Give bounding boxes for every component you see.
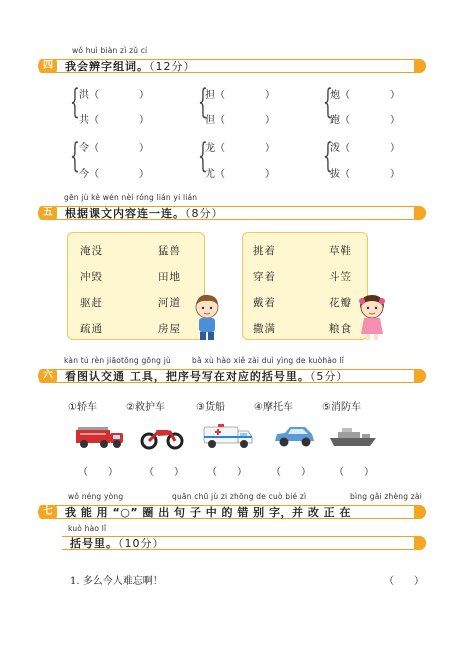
match-word[interactable]: 猛兽	[158, 245, 181, 257]
answer-blank[interactable]: （ ）	[334, 467, 374, 478]
match-word[interactable]: 房屋	[158, 323, 181, 335]
section5-title: 根据课文内容连一连。（8分）	[65, 207, 224, 220]
section7-title-line2: 括号里。（10分）	[70, 537, 165, 550]
section4-number: 四	[39, 59, 57, 73]
fire-truck-icon	[74, 424, 126, 450]
matching-panel-left	[67, 232, 205, 340]
section7-pinyin: wǒ néng yòng	[68, 492, 124, 501]
word-blank[interactable]: 龙（ ）	[205, 143, 275, 154]
brace-icon: {	[323, 82, 333, 122]
match-word[interactable]: 冲毁	[80, 271, 103, 283]
ambulance-icon	[202, 422, 254, 450]
section7-number: 七	[39, 505, 57, 519]
header-tab-icon	[414, 505, 426, 519]
section7-pinyin: bìng gǎi zhèng zài	[350, 492, 422, 501]
vehicle-option: ①轿车	[68, 402, 97, 413]
section7-header-cont	[62, 536, 426, 550]
boy-illustration	[190, 292, 224, 342]
section4-header	[38, 59, 426, 73]
match-word[interactable]: 草鞋	[329, 245, 352, 257]
word-blank[interactable]: 跑（ ）	[330, 115, 400, 126]
match-word[interactable]: 疏通	[80, 323, 103, 335]
brace-icon: {	[70, 136, 80, 176]
header-tab-icon	[414, 536, 426, 550]
match-word[interactable]: 挑着	[253, 245, 276, 257]
answer-blank[interactable]: （ ）	[384, 576, 424, 587]
answer-blank[interactable]: （ ）	[271, 467, 311, 478]
answer-blank[interactable]: （ ）	[144, 467, 184, 478]
header-tab-icon	[414, 369, 426, 383]
match-word[interactable]: 驱赶	[80, 297, 103, 309]
section7-pinyin: kuò hào lǐ	[68, 524, 107, 533]
match-word[interactable]: 戴着	[253, 297, 276, 309]
brace-icon: {	[323, 136, 333, 176]
vehicle-option: ②救护车	[126, 402, 165, 413]
section6-pinyin: bǎ xù hào xiě zài duì yìng de kuòhào lǐ	[192, 356, 345, 365]
vehicle-option: ⑤消防车	[322, 402, 361, 413]
word-blank[interactable]: 今（ ）	[79, 169, 149, 180]
section5-number: 五	[39, 206, 57, 220]
section7-header	[38, 505, 426, 519]
section7-points: （10分）	[118, 537, 165, 550]
brace-icon: {	[198, 82, 208, 122]
section4-title: 我会辨字组词。（12分）	[65, 60, 196, 73]
section4-points: （12分）	[149, 60, 196, 73]
word-blank[interactable]: 拔（ ）	[330, 169, 400, 180]
word-blank[interactable]: 洪（ ）	[79, 90, 149, 101]
word-blank[interactable]: 泼（ ）	[330, 143, 400, 154]
brace-icon: {	[198, 136, 208, 176]
section7-title-line1: 我 能 用 “○” 圈 出 句 子 中 的 错 别 字，并 改 正 在	[65, 506, 351, 519]
answer-blank[interactable]: （ ）	[78, 467, 118, 478]
word-blank[interactable]: 担（ ）	[205, 90, 275, 101]
section6-pinyin: kàn tú rèn jiāotōng gōng jù	[64, 356, 171, 365]
word-blank[interactable]: 但（ ）	[205, 115, 275, 126]
section6-title: 看图认交通 工具，把序号写在对应的括号里。（5分）	[65, 370, 349, 383]
section5-points: （8分）	[185, 207, 224, 220]
word-blank[interactable]: 共（ ）	[79, 115, 149, 126]
section6-header	[38, 369, 426, 383]
match-word[interactable]: 淹没	[80, 245, 103, 257]
match-word[interactable]: 花瓣	[329, 297, 352, 309]
match-word[interactable]: 粮食	[329, 323, 352, 335]
match-word[interactable]: 田地	[158, 271, 181, 283]
answer-blank[interactable]: （ ）	[207, 467, 247, 478]
header-tab-icon	[414, 206, 426, 220]
word-blank[interactable]: 尤（ ）	[205, 169, 275, 180]
match-word[interactable]: 斗笠	[329, 271, 352, 283]
vehicle-option: ③货船	[196, 402, 225, 413]
section4-pinyin: wǒ huì biàn zì zǔ cí	[72, 46, 148, 55]
section5-header	[38, 206, 426, 220]
match-word[interactable]: 河道	[158, 297, 181, 309]
section6-points: （5分）	[309, 370, 349, 383]
question-1: 1. 多么今人难忘啊！	[70, 576, 163, 587]
matching-panel-right	[242, 232, 368, 340]
section5-pinyin: gēn jù kè wén nèi róng lián yi lián	[64, 193, 198, 202]
brace-icon: {	[70, 82, 80, 122]
vehicle-option: ④摩托车	[254, 402, 293, 413]
cargo-ship-icon	[328, 424, 378, 450]
match-word[interactable]: 撒满	[253, 323, 276, 335]
motorcycle-icon	[140, 424, 184, 450]
car-icon	[272, 424, 316, 450]
word-blank[interactable]: 令（ ）	[79, 143, 149, 154]
section7-pinyin: quān chū jù zi zhōng de cuò bié zì	[172, 492, 307, 501]
word-blank[interactable]: 炮（ ）	[330, 90, 400, 101]
match-word[interactable]: 穿着	[253, 271, 276, 283]
header-tab-icon	[414, 59, 426, 73]
section6-number: 六	[39, 369, 57, 383]
girl-illustration	[355, 292, 389, 342]
